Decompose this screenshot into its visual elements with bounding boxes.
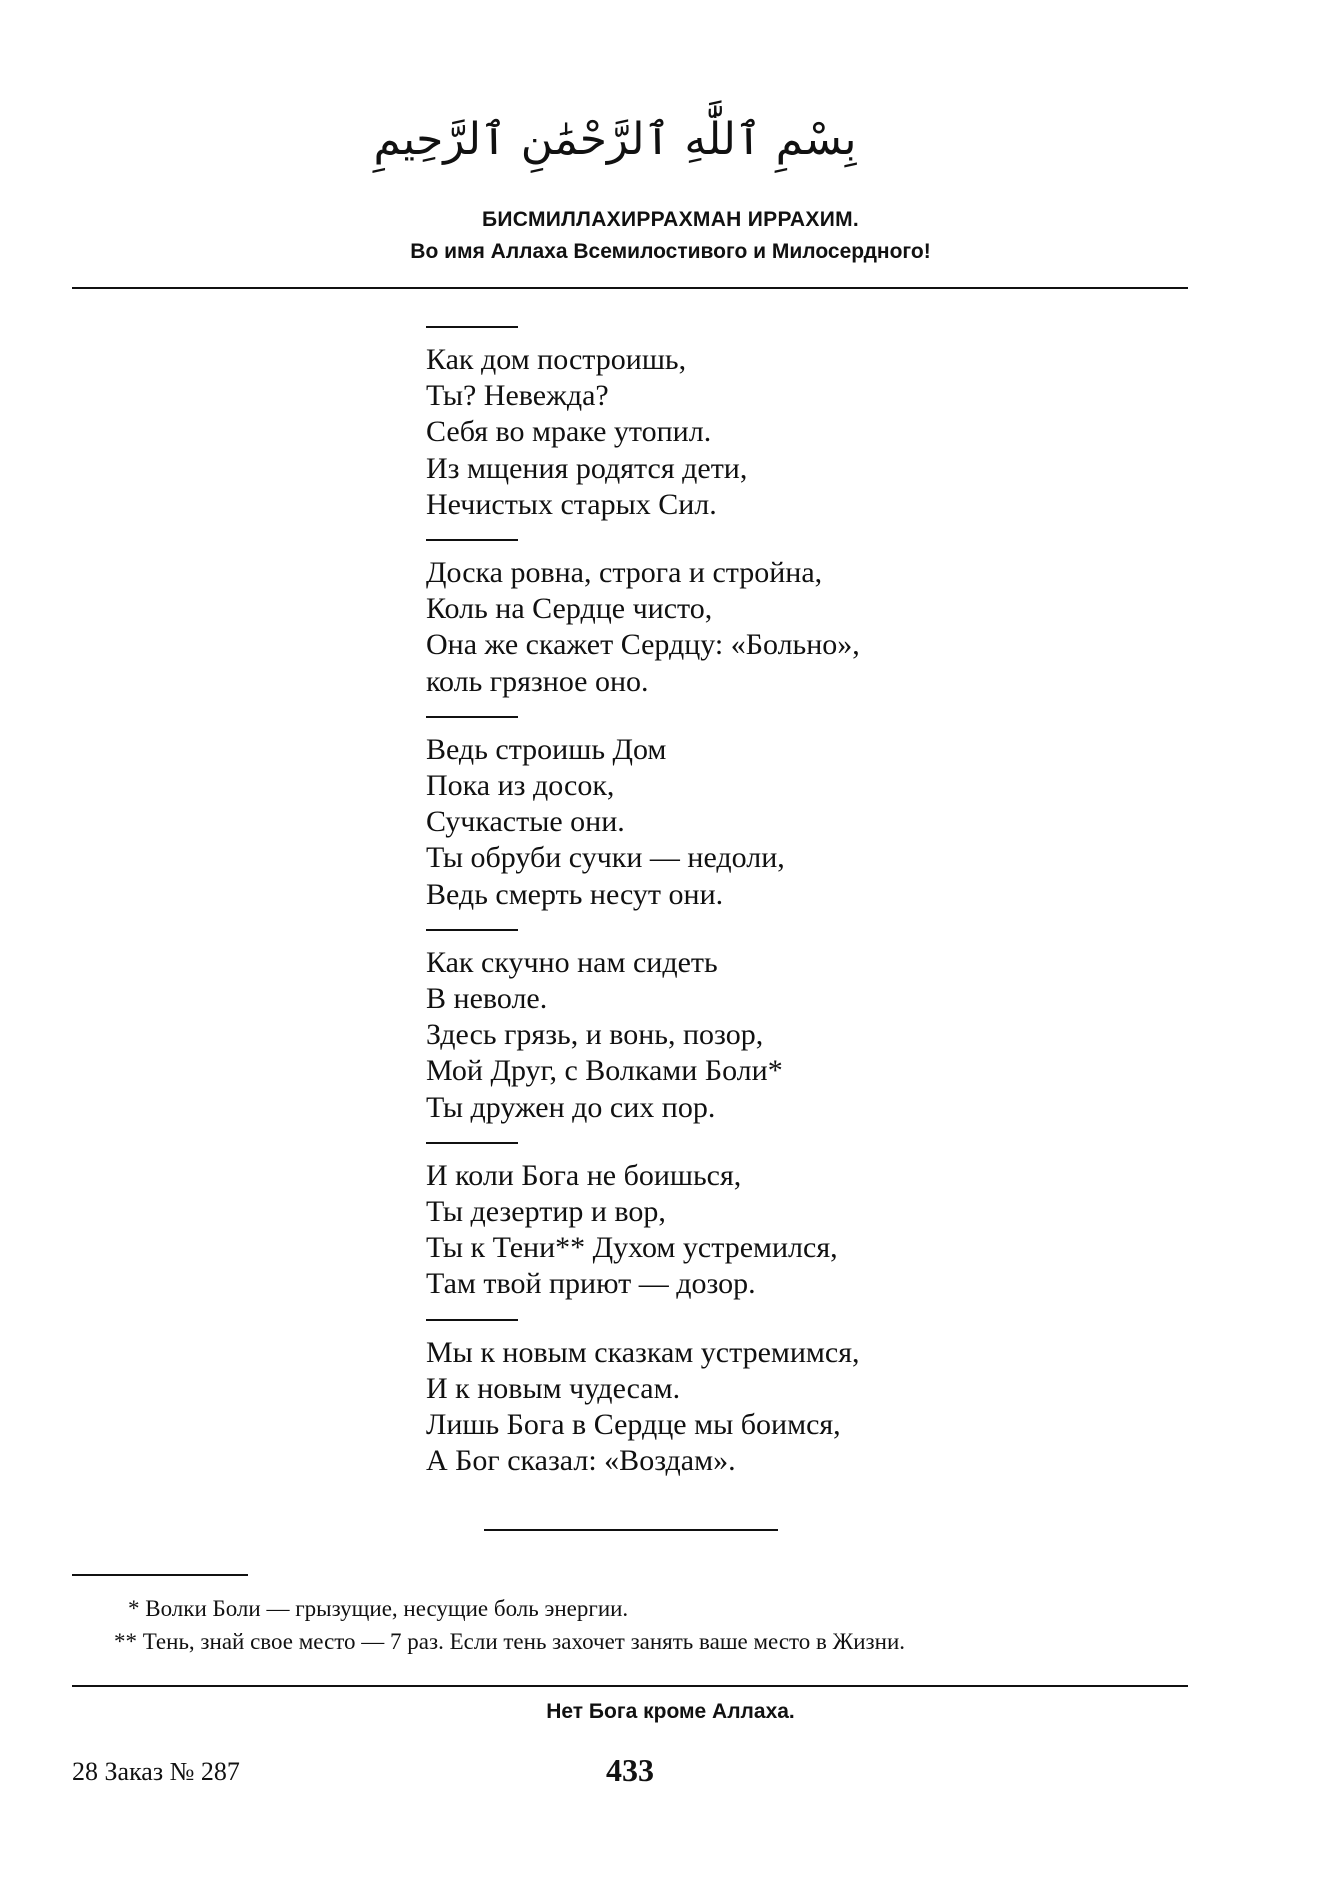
poem-line: Пока из досок, bbox=[426, 769, 615, 803]
footnote-rule bbox=[72, 1574, 248, 1576]
header-subtitle: Во имя Аллаха Всемилостивого и Милосердного! bbox=[410, 240, 931, 263]
poem-stanza bbox=[426, 1158, 1126, 1303]
poem-line: коль грязное оно. bbox=[426, 664, 649, 698]
poem-stanza bbox=[426, 555, 1126, 700]
header-rule bbox=[72, 287, 1188, 289]
stanza-separator bbox=[426, 1319, 518, 1321]
poem-line: Доска ровна, строга и стройна, bbox=[426, 556, 823, 590]
poem-line: Ты? Невежда? bbox=[426, 379, 609, 413]
poem-line: Сучкастые они. bbox=[426, 805, 625, 839]
stanza-separator bbox=[426, 326, 518, 328]
poem-line: Как скучно нам сидеть bbox=[426, 945, 718, 979]
stanza-separator bbox=[426, 1142, 518, 1144]
poem-line: Коль на Сердце чисто, bbox=[426, 592, 713, 626]
printer-imprint: 28 Заказ № 287 bbox=[72, 1757, 240, 1786]
poem-line: Себя во мраке утопил. bbox=[426, 415, 712, 449]
stanza-separator bbox=[426, 929, 518, 931]
poem-line: Здесь грязь, и вонь, позор, bbox=[426, 1018, 764, 1052]
poem-line: В неволе. bbox=[426, 982, 548, 1016]
poem-line: Как дом построишь, bbox=[426, 343, 687, 376]
poem-line: Лишь Бога в Сердце мы боимся, bbox=[426, 1408, 841, 1442]
poem-line: Ведь строишь Дом bbox=[426, 732, 667, 766]
poem bbox=[426, 326, 1126, 1495]
poem-stanza bbox=[426, 732, 1126, 913]
poem-line: Из мщения родятся дети, bbox=[426, 451, 748, 485]
bismillah-arabic-text: بِسْمِ ٱللَّٰهِ ٱلرَّحْمَٰنِ ٱلرَّحِيمِ bbox=[373, 114, 857, 165]
page-number: 433 bbox=[606, 1752, 654, 1788]
poem-line: И к новым чудесам. bbox=[426, 1371, 681, 1405]
footer-rule bbox=[72, 1685, 1188, 1687]
poem-line: Ты к Тени** Духом устремился, bbox=[426, 1231, 838, 1265]
poem-line: Нечистых старых Сил. bbox=[426, 487, 717, 521]
poem-stanza bbox=[426, 945, 1126, 1126]
bismillah-calligraphy bbox=[373, 92, 857, 192]
footnote-1: * Волки Боли — грызущие, несущие боль энергии. bbox=[128, 1596, 629, 1621]
footnotes bbox=[114, 1592, 1188, 1658]
footer-motto: Нет Бога кроме Аллаха. bbox=[546, 1700, 795, 1723]
poem-stanza bbox=[426, 1335, 1126, 1480]
poem-line: А Бог сказал: «Воздам». bbox=[426, 1444, 736, 1478]
stanza-separator bbox=[426, 539, 518, 541]
poem-line: Мы к новым сказкам устремимся, bbox=[426, 1335, 860, 1369]
poem-stanza bbox=[426, 342, 1126, 523]
poem-line: Ты дружен до сих пор. bbox=[426, 1090, 716, 1124]
footnote-2: ** Тень, знай свое место — 7 раз. Если тень захочет занять ваше место в Жизни. bbox=[114, 1629, 906, 1654]
poem-line: Мой Друг, с Волками Боли* bbox=[426, 1054, 783, 1088]
poem-line: Ведь смерть несут они. bbox=[426, 877, 724, 911]
poem-line: Ты обруби сучки — недоли, bbox=[426, 841, 785, 875]
poem-line: Ты дезертир и вор, bbox=[426, 1195, 666, 1229]
poem-end-rule bbox=[484, 1529, 778, 1531]
poem-line: И коли Бога не боишься, bbox=[426, 1158, 742, 1192]
poem-line: Она же скажет Сердцу: «Больно», bbox=[426, 628, 860, 662]
stanza-separator bbox=[426, 716, 518, 718]
poem-line: Там твой приют — дозор. bbox=[426, 1267, 756, 1301]
header-title: БИСМИЛЛАХИРРАХМАН ИРРАХИМ. bbox=[481, 208, 860, 231]
